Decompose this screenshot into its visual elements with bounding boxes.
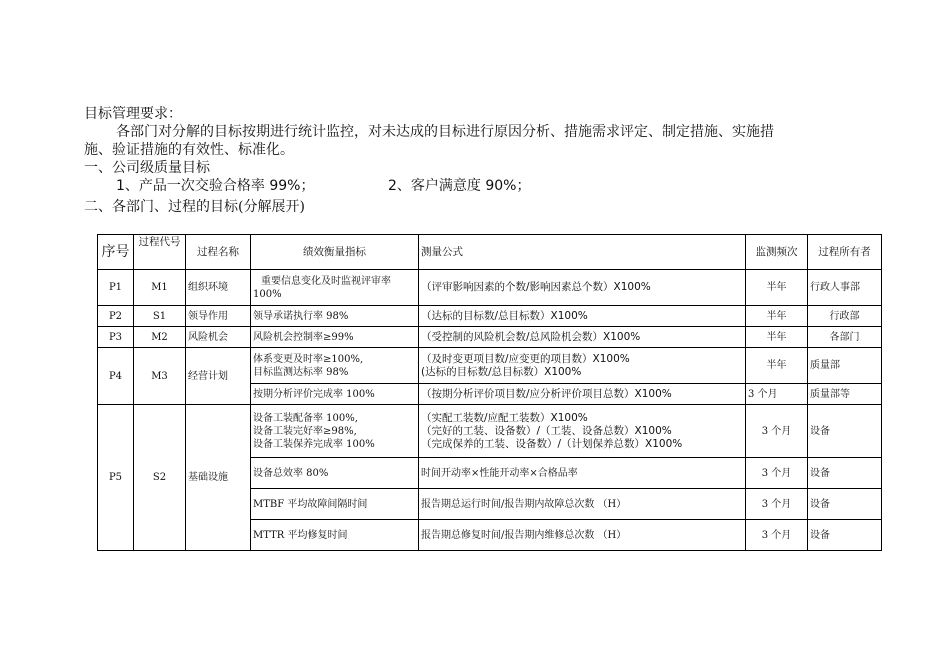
cell-code: M3 (134, 348, 186, 405)
requirements-heading: 目标管理要求： (84, 106, 182, 122)
cell-kpi: 领导承诺执行率 98% (251, 306, 419, 327)
cell-no: P2 (98, 306, 134, 327)
kpi-line: 目标监测达标率 98% (253, 366, 349, 378)
kpi-line: 设备工装配备率 100%, (253, 412, 358, 424)
formula-line: （完成保养的工装、设备数）/（计划保养总数）X100% (421, 437, 683, 450)
cell-no: P3 (98, 327, 134, 348)
cell-frequency: 3 个月 (746, 520, 808, 551)
requirements-paragraph-line1: 各部门对分解的目标按期进行统计监控，对未达成的目标进行原因分析、措施需求评定、制定措施、实施措 (116, 124, 774, 140)
cell-owner: 质量部 (808, 348, 882, 384)
cell-owner: 设备 (808, 405, 882, 458)
kpi-line: 重要信息变化及时监视评审率 (261, 275, 391, 287)
cell-frequency: 3 个月 (746, 458, 808, 489)
table-row (98, 348, 882, 384)
cell-formula (419, 405, 746, 458)
table-row (98, 306, 882, 327)
cell-formula: 报告期总修复时间/报告期内维修总次数 （H） (419, 520, 746, 551)
cell-no: P5 (98, 405, 134, 551)
cell-formula: （按期分析评价项目数/应分析评价项目总数）X100% (419, 384, 746, 405)
cell-no: P1 (98, 270, 134, 306)
cell-frequency: 半年 (746, 348, 808, 384)
kpi-line: 设备工装完好率≥98%, (253, 425, 357, 437)
goals-table (97, 234, 882, 551)
cell-owner: 设备 (808, 489, 882, 520)
cell-name: 经营计划 (186, 348, 251, 405)
cell-formula (419, 348, 746, 384)
header-kpi: 绩效衡量指标 (251, 235, 419, 270)
header-owner: 过程所有者 (808, 235, 882, 270)
cell-frequency: 半年 (746, 306, 808, 327)
cell-owner: 设备 (808, 458, 882, 489)
table-header-row (98, 235, 882, 270)
formula-line: （及时变更项目数/应变更的项目数）X100% (421, 352, 630, 365)
cell-owner: 设备 (808, 520, 882, 551)
header-process-name: 过程名称 (186, 235, 251, 270)
kpi-line: 100% (253, 288, 282, 300)
goal-pass-rate: 1、产品一次交验合格率 99%； (116, 178, 315, 194)
cell-frequency: 半年 (746, 327, 808, 348)
cell-code: S2 (134, 405, 186, 551)
formula-line: （完好的工装、设备数）/（工装、设备总数）X100% (421, 424, 672, 437)
cell-kpi: MTBF 平均故障间隔时间 (251, 489, 419, 520)
cell-owner: 各部门 (808, 327, 882, 348)
section-department-goals: 二、各部门、过程的目标(分解展开) (84, 199, 305, 215)
cell-code: M1 (134, 270, 186, 306)
cell-owner: 质量部等 (808, 384, 882, 405)
cell-formula: 时间开动率×性能开动率×合格品率 (419, 458, 746, 489)
kpi-line: 设备工装保养完成率 100% (253, 438, 375, 450)
cell-frequency: 3 个月 (746, 405, 808, 458)
cell-kpi: 设备总效率 80% (251, 458, 419, 489)
cell-frequency: 3 个月 (746, 489, 808, 520)
header-formula: 测量公式 (419, 235, 746, 270)
kpi-line: 体系变更及时率≥100%, (253, 353, 364, 365)
cell-kpi (251, 348, 419, 384)
cell-kpi: MTTR 平均修复时间 (251, 520, 419, 551)
formula-line: （实配工装数/应配工装数）X100% (421, 411, 588, 424)
cell-frequency: 半年 (746, 270, 808, 306)
cell-frequency: 3 个月 (746, 384, 808, 405)
cell-code: M2 (134, 327, 186, 348)
cell-kpi (251, 405, 419, 458)
cell-kpi: 风险机会控制率≥99% (251, 327, 419, 348)
cell-code: S1 (134, 306, 186, 327)
cell-name: 风险机会 (186, 327, 251, 348)
goal-customer-satisfaction: 2、客户满意度 90%； (388, 178, 531, 194)
cell-name: 组织环境 (186, 270, 251, 306)
cell-owner: 行政人事部 (808, 270, 882, 306)
cell-owner: 行政部 (808, 306, 882, 327)
cell-formula: （受控制的风险机会数/总风险机会数）X100% (419, 327, 746, 348)
requirements-paragraph-line2: 施、验证措施的有效性、标准化。 (84, 142, 294, 158)
header-no: 序号 (98, 235, 134, 270)
cell-kpi: 按期分析评价完成率 100% (251, 384, 419, 405)
cell-formula: （达标的目标数/总目标数）X100% (419, 306, 746, 327)
cell-kpi (251, 270, 419, 306)
cell-name: 领导作用 (186, 306, 251, 327)
table-row (98, 327, 882, 348)
header-process-code: 过程代号 (134, 235, 186, 270)
cell-name: 基础设施 (186, 405, 251, 551)
header-frequency: 监测频次 (746, 235, 808, 270)
cell-no: P4 (98, 348, 134, 405)
table-row (98, 405, 882, 458)
table-row (98, 270, 882, 306)
cell-formula: 报告期总运行时间/报告期内故障总次数 （H） (419, 489, 746, 520)
section-company-goals: 一、公司级质量目标 (84, 160, 210, 176)
cell-formula: （评审影响因素的个数/影响因素总个数）X100% (419, 270, 746, 306)
formula-line: (达标的目标数/总目标数）X100% (421, 365, 582, 378)
